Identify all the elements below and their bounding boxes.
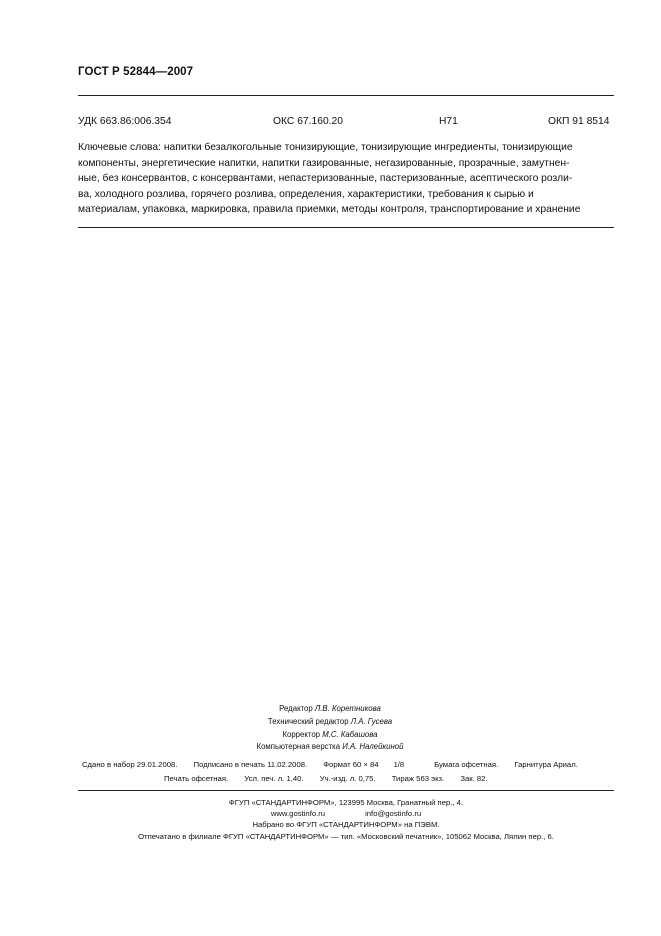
corrector-credit <box>180 729 480 742</box>
printing-method: Печать офсетная. <box>164 774 229 783</box>
corrector-label: Корректор <box>282 729 321 739</box>
publication-details-row-2 <box>164 774 502 783</box>
keywords-line: Ключевые слова: напитки безалкогольные тонизирующие, тонизирующие ингредиенты, тонизирующие <box>78 142 573 153</box>
keywords-line: компоненты, энергетические напитки, напитки газированные, негазированные, прозрачные, замутнен- <box>78 157 570 169</box>
print-sheets: Усл. печ. л. 1,40. <box>244 774 304 783</box>
signed-date: Подписано в печать 11.02.2008. <box>193 760 308 769</box>
paper-format <box>323 760 418 769</box>
keywords-line: ва, холодного розлива, горячего розлива, определения, характеристики, требования к сырью и <box>78 188 534 200</box>
typeface: Гарнитура Ариал. <box>514 760 578 769</box>
editor-credit <box>180 703 480 716</box>
tech-editor-label: Технический редактор <box>267 716 349 726</box>
keywords-line: ные, без консервантов, с консервантами, непастеризованные, пастеризованные, асептического розли- <box>78 173 573 184</box>
keywords-line: материалам, упаковка, маркировка, правила приемки, методы контроля, транспортирование и хранение <box>78 204 581 215</box>
paper-format-fraction: 1/8 <box>393 760 405 769</box>
editor-name: Л.В. Коретникова <box>314 704 381 713</box>
document-number: ГОСТ Р 52844—2007 <box>78 66 194 78</box>
order-number: Зак. 82. <box>460 774 488 783</box>
layout-name: И.А. Налейкиной <box>342 742 404 752</box>
okp-code: ОКП 91 8514 <box>548 116 610 127</box>
keywords-paragraph <box>78 140 614 218</box>
publisher-address: ФГУП «СТАНДАРТИНФОРМ», 123995 Москва, Гранатный пер., 4. <box>228 798 464 807</box>
imprint-block <box>78 797 614 842</box>
layout-credit <box>180 741 480 754</box>
udk-code: УДК 663.86:006.354 <box>78 116 172 127</box>
tech-editor-name: Л.А. Гусева <box>350 716 393 726</box>
printing-note: Отпечатано в филиале ФГУП «СТАНДАРТИНФОРМ» — тип. «Московский печатник», 105062 Москва, Лялин пер., 6. <box>138 831 554 841</box>
publication-details-row-1 <box>82 760 592 769</box>
typeset-date: Сдано в набор 29.01.2008. <box>82 760 178 769</box>
header-divider <box>78 95 614 96</box>
credits-block <box>180 703 480 754</box>
keywords-divider <box>78 227 614 228</box>
editor-label: Редактор <box>279 704 313 713</box>
print-run: Тираж 563 экз. <box>391 774 445 783</box>
website-link[interactable]: www.gostinfo.ru <box>270 809 326 819</box>
typesetting-note: Набрано во ФГУП «СТАНДАРТИНФОРМ» на ПЭВМ. <box>252 820 440 830</box>
group-code: Н71 <box>439 116 458 127</box>
contact-line <box>78 808 614 819</box>
email-link[interactable]: info@gostinfo.ru <box>365 809 422 819</box>
paper-type: Бумага офсетная. <box>434 760 499 769</box>
paper-format-text: Формат 60 × 84 <box>323 760 379 769</box>
corrector-name: М.С. Кабашова <box>322 729 378 739</box>
layout-label: Компьютерная верстка <box>256 742 341 752</box>
tech-editor-credit <box>180 716 480 729</box>
publisher-sheets: Уч.-изд. л. 0,75. <box>319 774 376 783</box>
imprint-divider <box>78 790 614 791</box>
oks-code: ОКС 67.160.20 <box>273 116 343 127</box>
